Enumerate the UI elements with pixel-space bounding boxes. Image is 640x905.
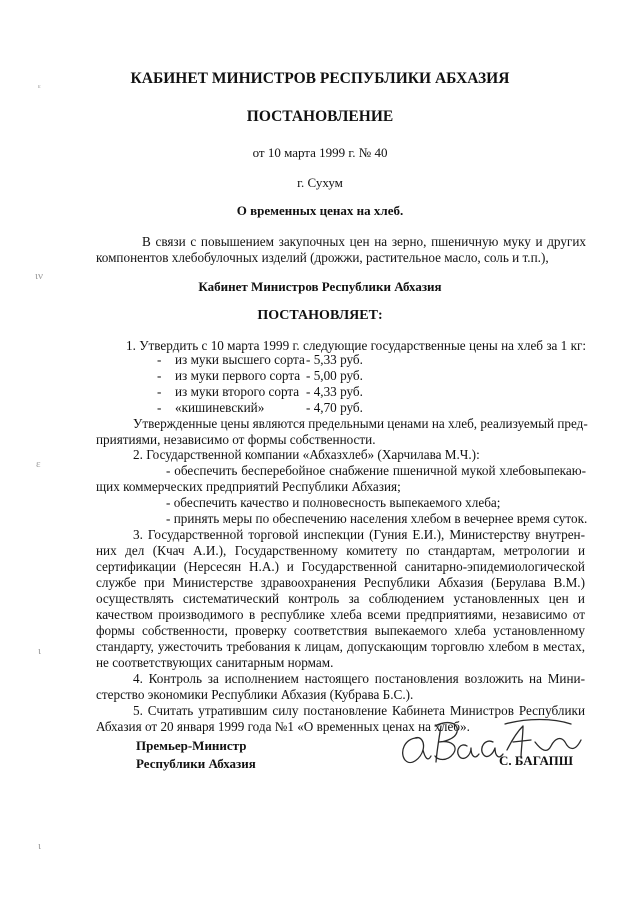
cabinet-line: Кабинет Министров Республики Абхазия [198, 279, 442, 294]
price-value: - 4,33 руб. [306, 384, 363, 399]
price-dash: - [157, 384, 162, 399]
item2-line: - принять меры по обеспечению населения хлебом в вечернее время суток. [166, 511, 588, 526]
item1-note-line: Утвержденные цены являются предельными ценами на хлеб, реализуемый пред- [133, 416, 588, 431]
price-name: из муки высшего сорта [175, 352, 305, 367]
price-value: - 5,00 руб. [306, 368, 363, 383]
document-type: ПОСТАНОВЛЕНИЕ [246, 108, 394, 125]
item2-line: - обеспечить качество и полновесность выпекаемого хлеба; [166, 495, 501, 510]
item3-line: формы собственности, проверку соответствия выпекаемого хлеба установленному [96, 623, 585, 638]
item1-note-line: приятиями, независимо от формы собственности. [96, 432, 376, 447]
scan-mark: ιν [35, 270, 43, 282]
signatory-title: Премьер-Министр [136, 738, 247, 753]
item3-line: осуществлять систематический контроль за соблюдением установленных цен и [96, 591, 585, 606]
item2-line: щих коммерческих предприятий Республики Абхазия; [96, 479, 401, 494]
item4-line: стерство экономики Республики Абхазия (Кубрава Б.С.). [96, 687, 414, 702]
price-dash: - [157, 352, 162, 367]
item2-intro: 2. Государственной компании «Абхазхлеб» (Харчилава М.Ч.): [133, 447, 480, 462]
item3-line: качеством производимого в республике хлеба всеми предприятиями, независимо от [96, 607, 585, 622]
item5-line: Абхазия от 20 января 1999 года №1 «О временных ценах на хлеб». [96, 719, 470, 734]
price-name: «кишиневский» [175, 400, 265, 415]
document-city: г. Сухум [297, 175, 343, 190]
item2-line: - обеспечить бесперебойное снабжение пшеничной мукой хлебовыпекаю- [166, 463, 586, 478]
item1-intro: 1. Утвердить с 10 марта 1999 г. следующие государственные цены на хлеб за 1 кг: [126, 338, 587, 353]
price-dash: - [157, 400, 162, 415]
organization-title: КАБИНЕТ МИНИСТРОВ РЕСПУБЛИКИ АБХАЗИЯ [130, 70, 510, 87]
decrees-heading: ПОСТАНОВЛЯЕТ: [257, 308, 383, 323]
item3-line: 3. Государственной торговой инспекции (Гуния Е.И.), Министерству внутрен- [133, 527, 585, 542]
item3-line: сертификации (Нерсесян Н.А.) и Государственной санитарно-эпидемиологической [96, 559, 585, 574]
preamble-line: компонентов хлебобулочных изделий (дрожжи, растительное масло, соль и т.п.), [96, 250, 549, 265]
scan-mark: ε [36, 458, 41, 470]
document-date-number: от 10 марта 1999 г. № 40 [252, 145, 388, 160]
item4-line: 4. Контроль за исполнением настоящего постановления возложить на Мини- [133, 671, 585, 686]
scan-mark: ι [38, 645, 41, 657]
item3-line: не соответствующих санитарным нормам. [96, 655, 334, 670]
scan-mark: ι [38, 840, 41, 852]
price-name: из муки первого сорта [175, 368, 301, 383]
item5-line: 5. Считать утратившим силу постановление Кабинета Министров Республики [133, 703, 585, 718]
signatory-title: Республики Абхазия [136, 756, 256, 771]
price-dash: - [157, 368, 162, 383]
document-subject: О временных ценах на хлеб. [236, 203, 404, 218]
item3-line: службе при Министерстве здравоохранения Республики Абхазия (Берулава В.М.) [96, 575, 585, 590]
scan-mark: ᵋ [38, 82, 41, 94]
signatory-name: С. БАГАПШ [499, 753, 574, 768]
price-value: - 5,33 руб. [306, 352, 363, 367]
price-value: - 4,70 руб. [306, 400, 363, 415]
item3-line: стандарту, ужесточить требования к лицам, допускающим торговлю хлебом в местах, [96, 639, 585, 654]
price-name: из муки второго сорта [175, 384, 300, 399]
preamble-line: В связи с повышением закупочных цен на зерно, пшеничную муку и других [142, 234, 586, 249]
item3-line: них дел (Кчач А.И.), Государственному комитету по стандартам, метрологии и [96, 543, 585, 558]
